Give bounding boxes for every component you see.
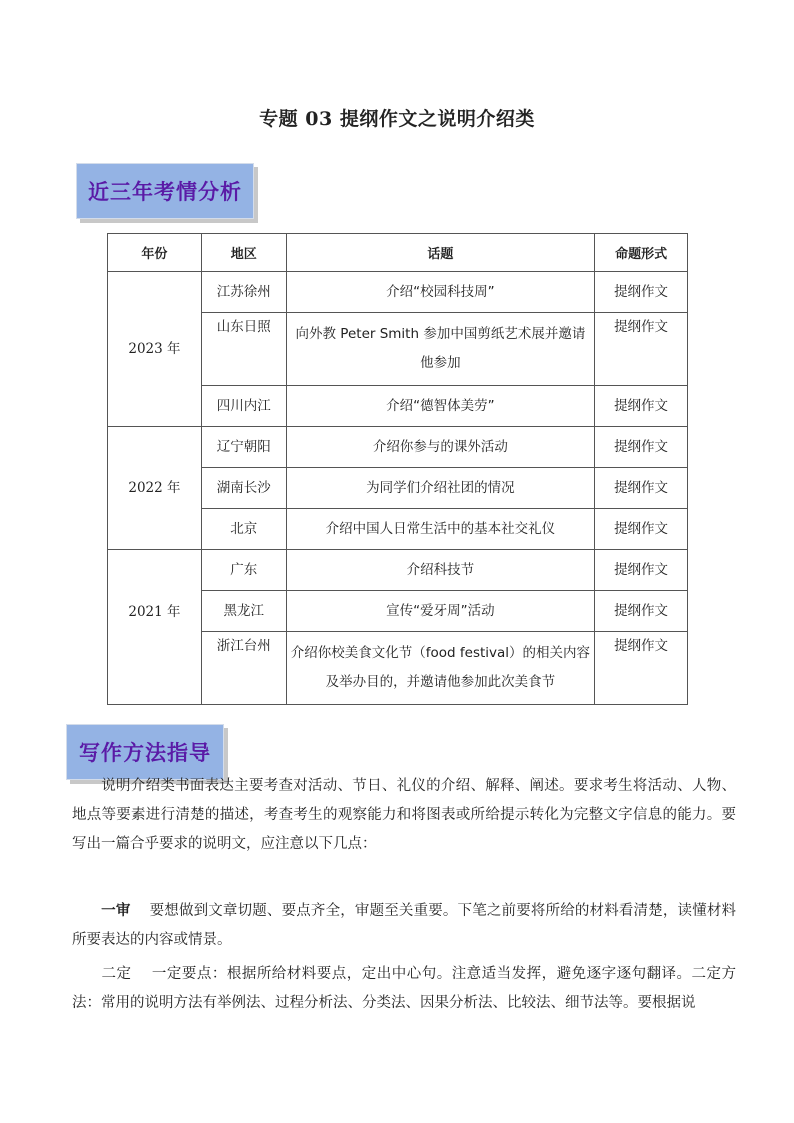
exam-table <box>107 233 688 705</box>
topic-cell: 介绍“校园科技周” <box>286 272 594 313</box>
page-title: 专题 03 提纲作文之说明介绍类 <box>259 108 535 130</box>
topic-cell: 介绍中国人日常生活中的基本社交礼仪 <box>286 509 594 550</box>
topic-cell: 介绍你参与的课外活动 <box>286 427 594 468</box>
topic-cell: 介绍你校美食文化节（food festival）的相关内容及举办目的，并邀请他参加此次美食节 <box>286 632 594 705</box>
topic-cell: 介绍“德智体美劳” <box>286 386 594 427</box>
table-header-row <box>108 234 688 272</box>
paragraph-intro-text: 说明介绍类书面表达主要考查对活动、节日、礼仪的介绍、解释、阐述。要求考生将活动、人物、地点等要素进行清楚的描述，考查考生的观察能力和将图表或所给提示转化为完整文字信息的能力。要写出一篇合乎要求的说明文，应注意以下几点： <box>72 778 736 852</box>
region-cell: 黑龙江 <box>201 591 286 632</box>
section-heading-exam-analysis: 近三年考情分析 <box>76 163 254 219</box>
header-year: 年份 <box>108 234 202 272</box>
year-cell: 2023 年 <box>108 272 202 427</box>
step-two-label: 二定 <box>101 966 132 982</box>
section-heading-writing-method: 写作方法指导 <box>66 724 224 780</box>
paragraph-step-two <box>72 960 736 1018</box>
header-region: 地区 <box>201 234 286 272</box>
region-cell: 浙江台州 <box>201 632 286 705</box>
region-cell: 山东日照 <box>201 313 286 386</box>
step-one-text: 要想做到文章切题、要点齐全，审题至关重要。下笔之前要将所给的材料看清楚，读懂材料所要表达的内容或情景。 <box>72 903 737 948</box>
topic-cell: 介绍科技节 <box>286 550 594 591</box>
region-cell: 辽宁朝阳 <box>201 427 286 468</box>
year-cell: 2022 年 <box>108 427 202 550</box>
table-row <box>108 272 688 313</box>
region-cell: 四川内江 <box>201 386 286 427</box>
step-two-text: 一定要点：根据所给材料要点，定出中心句。注意适当发挥，避免逐字逐句翻译。二定方法：常用的说明方法有举例法、过程分析法、分类法、因果分析法、比较法、细节法等。要根据说 <box>72 966 737 1011</box>
form-cell: 提纲作文 <box>595 509 688 550</box>
form-cell: 提纲作文 <box>595 468 688 509</box>
paragraph-intro <box>72 772 736 859</box>
year-cell: 2021 年 <box>108 550 202 705</box>
form-cell: 提纲作文 <box>595 427 688 468</box>
header-topic: 话题 <box>286 234 594 272</box>
form-cell: 提纲作文 <box>595 550 688 591</box>
paragraph-step-one <box>72 897 736 955</box>
table-row <box>108 427 688 468</box>
region-cell: 广东 <box>201 550 286 591</box>
table-row <box>108 550 688 591</box>
region-cell: 江苏徐州 <box>201 272 286 313</box>
topic-cell: 宣传“爱牙周”活动 <box>286 591 594 632</box>
topic-cell: 向外教 Peter Smith 参加中国剪纸艺术展并邀请他参加 <box>286 313 594 386</box>
form-cell: 提纲作文 <box>595 591 688 632</box>
region-cell: 北京 <box>201 509 286 550</box>
form-cell: 提纲作文 <box>595 313 688 386</box>
form-cell: 提纲作文 <box>595 386 688 427</box>
form-cell: 提纲作文 <box>595 272 688 313</box>
step-one-label: 一审 <box>101 903 131 919</box>
region-cell: 湖南长沙 <box>201 468 286 509</box>
header-form: 命题形式 <box>595 234 688 272</box>
form-cell: 提纲作文 <box>595 632 688 705</box>
topic-cell: 为同学们介绍社团的情况 <box>286 468 594 509</box>
